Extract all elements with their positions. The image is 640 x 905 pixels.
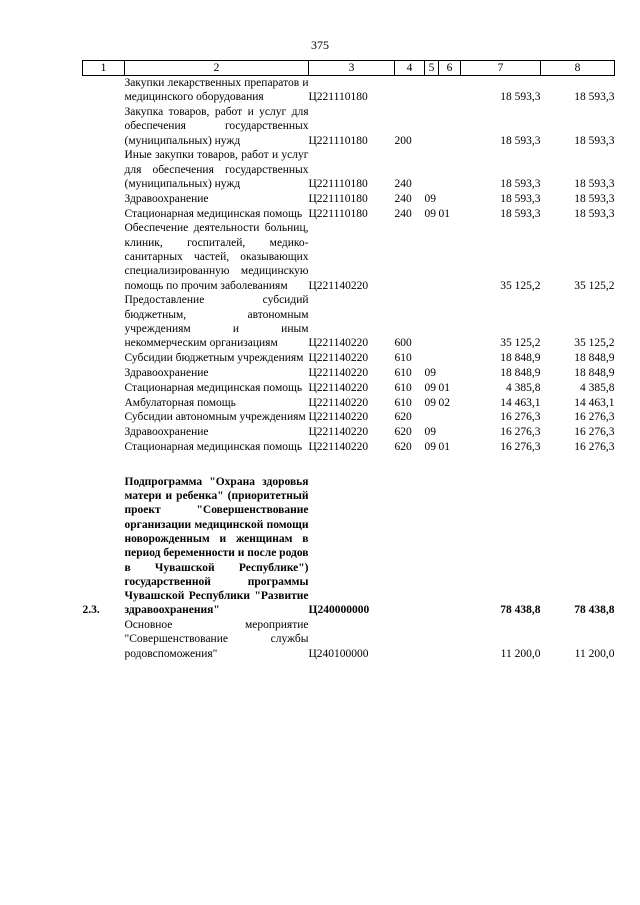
table-row — [83, 148, 615, 191]
row-section: 09 — [424, 426, 436, 439]
table-row — [83, 351, 615, 366]
row-number — [83, 381, 125, 396]
row-expense-type: 240 — [394, 178, 412, 191]
table-row — [83, 293, 615, 351]
row-subsection — [439, 475, 461, 618]
row-number — [83, 425, 125, 440]
row-description: Здравоохранение — [124, 426, 209, 439]
row-amount-col7: 11 200,0 — [500, 647, 541, 660]
row-description: Иные закупки товаров, работ и услуг для обеспечения государственных (муниципальных) нужд — [124, 149, 309, 191]
row-subsection — [439, 148, 461, 191]
spacer-cell — [83, 455, 615, 475]
table-row — [83, 396, 615, 411]
row-target-code: Ц221140220 — [308, 411, 369, 424]
header-col-3: 3 — [309, 61, 395, 76]
row-amount-col7: 14 463,1 — [500, 396, 541, 409]
row-subsection — [439, 410, 461, 425]
row-target-code: Ц221110180 — [308, 91, 368, 104]
row-expense-type: 200 — [394, 134, 412, 147]
row-section — [425, 475, 439, 618]
row-amount-col7: 35 125,2 — [500, 337, 541, 350]
header-col-2: 2 — [125, 61, 309, 76]
row-amount-col8: 4 385,8 — [580, 381, 615, 394]
row-amount-col7: 18 593,3 — [500, 192, 541, 205]
row-section — [425, 148, 439, 191]
row-expense-type: 610 — [394, 396, 412, 409]
row-amount-col8: 14 463,1 — [574, 396, 615, 409]
table-row — [83, 76, 615, 106]
row-amount-col7: 18 848,9 — [500, 352, 541, 365]
row-description: Субсидии бюджетным учреждениям — [124, 352, 304, 365]
row-description: Стационарная медицинская помощь — [124, 440, 303, 453]
row-number — [83, 410, 125, 425]
row-amount-col8: 16 276,3 — [574, 411, 615, 424]
row-subsection — [439, 76, 461, 106]
row-amount-col7: 18 593,3 — [500, 178, 541, 191]
row-expense-type — [395, 76, 425, 106]
row-expense-type — [395, 475, 425, 618]
row-description: Предоставление субсидий бюджетным, автономным учреждениям и иным некоммерческим организациям — [124, 294, 309, 350]
row-amount-col7: 18 593,3 — [500, 134, 541, 147]
row-section: 09 — [424, 366, 436, 379]
row-subsection — [439, 293, 461, 351]
row-amount-col8: 11 200,0 — [574, 647, 615, 660]
row-amount-col7: 16 276,3 — [500, 440, 541, 453]
header-col-7: 7 — [461, 61, 541, 76]
row-expense-type: 620 — [394, 426, 412, 439]
row-description: Закупка товаров, работ и услуг для обеспечения государственных (муниципальных) нужд — [124, 106, 309, 147]
row-amount-col7: 16 276,3 — [500, 411, 541, 424]
row-subsection: 01 — [438, 207, 450, 220]
row-amount-col8: 18 848,9 — [574, 366, 615, 379]
row-description: Основное мероприятие "Совершенствование службы родовспоможения" — [124, 619, 309, 660]
row-description: Стационарная медицинская помощь — [124, 207, 303, 220]
row-subsection: 02 — [438, 396, 450, 409]
row-description: Амбулаторная помощь — [124, 396, 236, 409]
row-target-code: Ц221140220 — [308, 366, 369, 379]
row-amount-col8: 18 593,3 — [574, 207, 615, 220]
row-expense-type — [395, 221, 425, 293]
row-section: 09 — [424, 381, 436, 394]
row-amount-col7: 35 125,2 — [500, 279, 541, 292]
row-amount-col7: 78 438,8 — [500, 604, 541, 617]
row-section — [425, 76, 439, 106]
row-target-code: Ц240100000 — [308, 647, 369, 660]
row-amount-col8: 35 125,2 — [574, 279, 615, 292]
header-col-6: 6 — [439, 61, 461, 76]
row-expense-type: 240 — [394, 192, 412, 205]
row-expense-type: 610 — [394, 352, 412, 365]
row-expense-type: 610 — [394, 366, 412, 379]
row-amount-col7: 16 276,3 — [500, 426, 541, 439]
row-subsection — [439, 221, 461, 293]
row-expense-type: 610 — [394, 381, 412, 394]
row-subsection: 01 — [438, 440, 450, 453]
table-row — [83, 410, 615, 425]
header-col-5: 5 — [425, 61, 439, 76]
row-description: Здравоохранение — [124, 192, 209, 205]
table-row — [83, 207, 615, 222]
row-expense-type: 620 — [394, 440, 412, 453]
row-description: Обеспечение деятельности больниц, клиник, госпиталей, медико-санитарных частей, оказывающих специализированную медицинскую помощь по прочим заболеваниям — [124, 222, 309, 292]
row-section: 09 — [424, 192, 436, 205]
row-description: Закупки лекарственных препаратов и медицинского оборудования — [124, 77, 309, 104]
table-body — [83, 76, 615, 662]
row-target-code: Ц240000000 — [308, 604, 370, 617]
row-amount-col8: 16 276,3 — [574, 426, 615, 439]
row-amount-col7: 4 385,8 — [506, 381, 541, 394]
table-row — [83, 192, 615, 207]
row-expense-type: 600 — [394, 337, 412, 350]
row-description: Здравоохранение — [124, 366, 209, 379]
row-number — [83, 192, 125, 207]
row-number — [83, 76, 125, 106]
table-row — [83, 366, 615, 381]
row-amount-col8: 18 593,3 — [574, 178, 615, 191]
row-subsection — [439, 192, 461, 207]
row-expense-type: 620 — [394, 411, 412, 424]
header-col-1: 1 — [83, 61, 125, 76]
row-amount-col8: 35 125,2 — [574, 337, 615, 350]
table-row — [83, 381, 615, 396]
page-number: 375 — [311, 38, 329, 52]
row-target-code: Ц221110180 — [308, 178, 368, 191]
row-target-code: Ц221110180 — [308, 207, 368, 220]
row-amount-col8: 18 593,3 — [574, 91, 615, 104]
row-section — [425, 105, 439, 148]
table-row — [83, 618, 615, 661]
row-target-code: Ц221140220 — [308, 396, 369, 409]
row-number — [83, 440, 125, 455]
row-number — [83, 366, 125, 381]
row-expense-type — [395, 618, 425, 661]
row-subsection: 01 — [438, 381, 450, 394]
row-amount-col8: 18 848,9 — [574, 352, 615, 365]
table-row — [83, 475, 615, 618]
row-section: 09 — [424, 396, 436, 409]
row-subsection — [439, 105, 461, 148]
row-number — [83, 396, 125, 411]
row-section — [425, 618, 439, 661]
row-amount-col7: 18 593,3 — [500, 91, 541, 104]
table-row — [83, 105, 615, 148]
row-target-code: Ц221140220 — [308, 381, 369, 394]
row-amount-col8: 78 438,8 — [574, 604, 615, 617]
row-section: 09 — [424, 207, 436, 220]
budget-table — [82, 60, 615, 662]
row-number: 2.3. — [82, 604, 100, 617]
row-amount-col8: 18 593,3 — [574, 134, 615, 147]
row-target-code: Ц221140220 — [308, 352, 369, 365]
row-number — [83, 351, 125, 366]
row-target-code: Ц221140220 — [308, 279, 369, 292]
row-description: Субсидии автономным учреждениям — [124, 411, 306, 424]
row-number — [83, 207, 125, 222]
row-amount-col8: 16 276,3 — [574, 440, 615, 453]
table-row — [83, 440, 615, 455]
header-col-4: 4 — [395, 61, 425, 76]
row-number — [83, 293, 125, 351]
row-description: Подпрограмма "Охрана здоровья матери и ребенка" (приоритетный проект "Совершенствование организации медицинской помощи новорожденным и женщинам в период беременности и после родов в Чувашской Республике") государственной программы Чувашской Республики "Развитие здравоохранения" — [124, 475, 309, 617]
row-section — [425, 293, 439, 351]
row-number — [83, 105, 125, 148]
header-col-8: 8 — [541, 61, 615, 76]
header-row — [83, 61, 615, 76]
row-subsection — [439, 366, 461, 381]
row-subsection — [439, 425, 461, 440]
row-target-code: Ц221110180 — [308, 134, 368, 147]
row-amount-col7: 18 848,9 — [500, 366, 541, 379]
row-target-code: Ц221140220 — [308, 440, 369, 453]
row-amount-col8: 18 593,3 — [574, 192, 615, 205]
row-number — [83, 221, 125, 293]
table-row — [83, 425, 615, 440]
row-description: Стационарная медицинская помощь — [124, 381, 303, 394]
spacer-row — [83, 455, 615, 475]
row-target-code: Ц221110180 — [308, 192, 368, 205]
row-number — [83, 618, 125, 661]
row-target-code: Ц221140220 — [308, 426, 369, 439]
row-subsection — [439, 618, 461, 661]
row-target-code: Ц221140220 — [308, 337, 369, 350]
row-section: 09 — [424, 440, 436, 453]
row-section — [425, 410, 439, 425]
row-section — [425, 221, 439, 293]
table-row — [83, 221, 615, 293]
row-number — [83, 148, 125, 191]
row-amount-col7: 18 593,3 — [500, 207, 541, 220]
row-subsection — [439, 351, 461, 366]
row-section — [425, 351, 439, 366]
row-expense-type: 240 — [394, 207, 412, 220]
